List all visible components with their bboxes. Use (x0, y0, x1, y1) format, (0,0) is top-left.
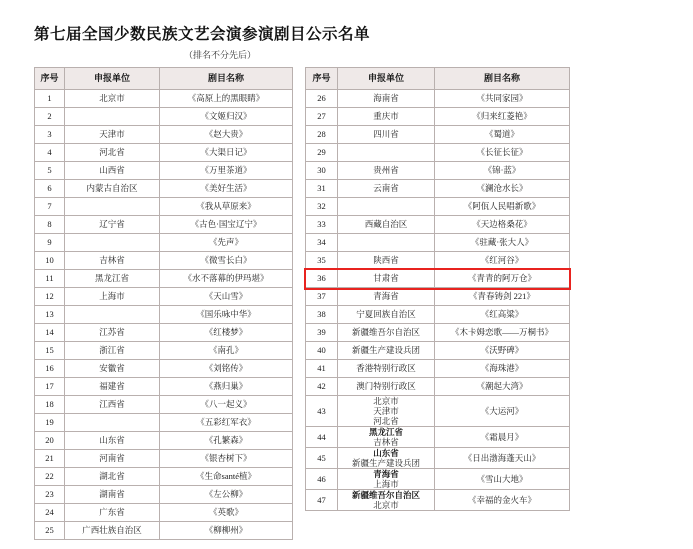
table-header-row (306, 68, 570, 90)
cell-no: 47 (306, 490, 338, 511)
cell-unit: 青海省 (338, 288, 435, 306)
cell-program-name: 《刘铭传》 (160, 360, 293, 378)
cell-no: 35 (306, 252, 338, 270)
cell-no: 41 (306, 360, 338, 378)
table-row (306, 252, 570, 270)
cell-no: 10 (35, 252, 65, 270)
cell-unit: 澳门特别行政区 (338, 378, 435, 396)
cell-no: 3 (35, 126, 65, 144)
table-row (35, 252, 293, 270)
cell-no: 22 (35, 468, 65, 486)
cell-no: 13 (35, 306, 65, 324)
cell-no: 2 (35, 108, 65, 126)
cell-program-name: 《锦·蓝》 (435, 162, 570, 180)
cell-no: 8 (35, 216, 65, 234)
cell-program-name: 《青春铸剑 221》 (435, 288, 570, 306)
cell-unit (65, 414, 160, 432)
cell-no: 1 (35, 90, 65, 108)
cell-unit: 新疆生产建设兵团 (338, 342, 435, 360)
cell-no: 33 (306, 216, 338, 234)
cell-unit: 重庆市 (338, 108, 435, 126)
header-name: 剧目名称 (435, 68, 570, 90)
table-row (35, 468, 293, 486)
table-row (306, 234, 570, 252)
cell-unit: 四川省 (338, 126, 435, 144)
cell-program-name: 《潮起大湾》 (435, 378, 570, 396)
table-row (306, 270, 570, 288)
cell-program-name: 《阿佤人民唱新歌》 (435, 198, 570, 216)
cell-program-name: 《银杏树下》 (160, 450, 293, 468)
table-row (306, 448, 570, 469)
cell-program-name: 《沃野碑》 (435, 342, 570, 360)
cell-no: 39 (306, 324, 338, 342)
cell-program-name: 《美好生活》 (160, 180, 293, 198)
cell-unit: 黑龙江省 吉林省 (338, 427, 435, 448)
cell-program-name: 《归来红菱艳》 (435, 108, 570, 126)
cell-program-name: 《天边格桑花》 (435, 216, 570, 234)
cell-no: 26 (306, 90, 338, 108)
cell-unit: 天津市 (65, 126, 160, 144)
table-row (35, 342, 293, 360)
cell-unit: 安徽省 (65, 360, 160, 378)
cell-no: 23 (35, 486, 65, 504)
table-row (306, 427, 570, 448)
cell-no: 32 (306, 198, 338, 216)
cell-program-name: 《柳柳州》 (160, 522, 293, 540)
cell-unit: 江西省 (65, 396, 160, 414)
table-header-row (35, 68, 293, 90)
cell-unit (65, 198, 160, 216)
table-row (35, 90, 293, 108)
cell-unit (338, 234, 435, 252)
cell-program-name: 《南孔》 (160, 342, 293, 360)
table-row (306, 469, 570, 490)
cell-no: 45 (306, 448, 338, 469)
cell-no: 40 (306, 342, 338, 360)
cell-no: 21 (35, 450, 65, 468)
table-row (35, 306, 293, 324)
table-row (35, 324, 293, 342)
cell-no: 18 (35, 396, 65, 414)
cell-unit: 辽宁省 (65, 216, 160, 234)
table-row (35, 360, 293, 378)
cell-no: 29 (306, 144, 338, 162)
table-row (306, 162, 570, 180)
table-row (35, 504, 293, 522)
cell-unit (338, 144, 435, 162)
cell-no: 42 (306, 378, 338, 396)
cell-no: 43 (306, 396, 338, 427)
cell-program-name: 《红高粱》 (435, 306, 570, 324)
table-row (306, 126, 570, 144)
cell-program-name: 《青青的阿万仓》 (435, 270, 570, 288)
cell-no: 16 (35, 360, 65, 378)
table-row (35, 198, 293, 216)
table-row (35, 144, 293, 162)
table-row (35, 396, 293, 414)
header-unit: 申报单位 (65, 68, 160, 90)
cell-unit: 北京市 天津市 河北省 (338, 396, 435, 427)
cell-program-name: 《微雪长白》 (160, 252, 293, 270)
cell-no: 46 (306, 469, 338, 490)
cell-program-name: 《红楼梦》 (160, 324, 293, 342)
cell-program-name: 《大运河》 (435, 396, 570, 427)
table-body-right (306, 90, 570, 511)
table-row (35, 486, 293, 504)
cell-unit: 山东省 (65, 432, 160, 450)
table-row (35, 288, 293, 306)
table-row (306, 288, 570, 306)
cell-unit: 山西省 (65, 162, 160, 180)
cell-no: 44 (306, 427, 338, 448)
cell-program-name: 《赵大贵》 (160, 126, 293, 144)
table-row (35, 180, 293, 198)
table-row (35, 522, 293, 540)
table-row (306, 342, 570, 360)
cell-no: 27 (306, 108, 338, 126)
cell-unit: 云南省 (338, 180, 435, 198)
tables-container (34, 67, 667, 540)
cell-no: 4 (35, 144, 65, 162)
cell-no: 5 (35, 162, 65, 180)
cell-program-name: 《我从草原来》 (160, 198, 293, 216)
cell-program-name: 《幸福的金火车》 (435, 490, 570, 511)
cell-no: 9 (35, 234, 65, 252)
header-no: 序号 (306, 68, 338, 90)
cell-unit (338, 198, 435, 216)
cell-no: 31 (306, 180, 338, 198)
cell-unit: 福建省 (65, 378, 160, 396)
header-unit: 申报单位 (338, 68, 435, 90)
cell-unit: 吉林省 (65, 252, 160, 270)
table-row (35, 414, 293, 432)
cell-program-name: 《国乐咏中华》 (160, 306, 293, 324)
cell-no: 30 (306, 162, 338, 180)
table-row (35, 108, 293, 126)
cell-unit: 新疆维吾尔自治区 北京市 (338, 490, 435, 511)
cell-unit: 湖南省 (65, 486, 160, 504)
cell-unit: 河北省 (65, 144, 160, 162)
table-body-left (35, 90, 293, 540)
cell-program-name: 《红河谷》 (435, 252, 570, 270)
table-row (306, 360, 570, 378)
cell-program-name: 《水不落幕的伊玛堪》 (160, 270, 293, 288)
table-row (35, 234, 293, 252)
cell-no: 28 (306, 126, 338, 144)
cell-program-name: 《天山雪》 (160, 288, 293, 306)
cell-unit: 新疆维吾尔自治区 (338, 324, 435, 342)
cell-program-name: 《燕归巢》 (160, 378, 293, 396)
cell-program-name: 《左公柳》 (160, 486, 293, 504)
cell-program-name: 《长征长征》 (435, 144, 570, 162)
cell-no: 15 (35, 342, 65, 360)
cell-unit: 香港特别行政区 (338, 360, 435, 378)
cell-unit: 北京市 (65, 90, 160, 108)
table-row (306, 108, 570, 126)
cell-unit: 海南省 (338, 90, 435, 108)
cell-unit: 广西壮族自治区 (65, 522, 160, 540)
cell-unit: 江苏省 (65, 324, 160, 342)
cell-program-name: 《万里茶道》 (160, 162, 293, 180)
page-subtitle: （排名不分先后） (184, 50, 257, 60)
cell-program-name: 《驻藏·张大人》 (435, 234, 570, 252)
table-row (35, 270, 293, 288)
cell-unit: 内蒙古自治区 (65, 180, 160, 198)
cell-unit: 湖北省 (65, 468, 160, 486)
table-row (35, 450, 293, 468)
table-row (35, 126, 293, 144)
cell-unit (65, 306, 160, 324)
cell-program-name: 《高原上的黑眼睛》 (160, 90, 293, 108)
table-row (306, 198, 570, 216)
cell-unit (65, 108, 160, 126)
cell-unit: 甘肃省 (338, 270, 435, 288)
cell-unit: 河南省 (65, 450, 160, 468)
cell-program-name: 《五彩红军衣》 (160, 414, 293, 432)
table-row (306, 378, 570, 396)
cell-no: 38 (306, 306, 338, 324)
page-title: 第七届全国少数民族文艺会演参演剧目公示名单 (34, 26, 371, 43)
cell-program-name: 《共同家园》 (435, 90, 570, 108)
cell-unit: 贵州省 (338, 162, 435, 180)
cell-no: 24 (35, 504, 65, 522)
table-row (35, 432, 293, 450)
cell-program-name: 《八一起义》 (160, 396, 293, 414)
table-row (306, 180, 570, 198)
cell-no: 6 (35, 180, 65, 198)
cell-program-name: 《日出渤海蓬天山》 (435, 448, 570, 469)
table-row (306, 324, 570, 342)
cell-program-name: 《古色·国宝辽宁》 (160, 216, 293, 234)
cell-no: 36 (306, 270, 338, 288)
listing-table-right (305, 67, 570, 511)
cell-program-name: 《澜沧水长》 (435, 180, 570, 198)
header-name: 剧目名称 (160, 68, 293, 90)
table-row (306, 90, 570, 108)
cell-program-name: 《大渠日记》 (160, 144, 293, 162)
table-row (306, 144, 570, 162)
cell-program-name: 《生命santé植》 (160, 468, 293, 486)
cell-no: 34 (306, 234, 338, 252)
table-row (306, 396, 570, 427)
cell-program-name: 《英歌》 (160, 504, 293, 522)
cell-no: 19 (35, 414, 65, 432)
cell-no: 11 (35, 270, 65, 288)
header-no: 序号 (35, 68, 65, 90)
cell-unit: 广东省 (65, 504, 160, 522)
cell-program-name: 《雪山大地》 (435, 469, 570, 490)
cell-unit: 上海市 (65, 288, 160, 306)
cell-no: 12 (35, 288, 65, 306)
table-row (306, 306, 570, 324)
cell-program-name: 《海珠港》 (435, 360, 570, 378)
table-row (306, 216, 570, 234)
cell-no: 37 (306, 288, 338, 306)
table-row (35, 216, 293, 234)
cell-program-name: 《文姬归汉》 (160, 108, 293, 126)
cell-unit: 青海省 上海市 (338, 469, 435, 490)
cell-unit: 陕西省 (338, 252, 435, 270)
cell-program-name: 《蜀道》 (435, 126, 570, 144)
cell-unit (65, 234, 160, 252)
cell-program-name: 《霜晨月》 (435, 427, 570, 448)
cell-no: 20 (35, 432, 65, 450)
cell-unit: 黑龙江省 (65, 270, 160, 288)
cell-program-name: 《木卡姆恋歌——万桐书》 (435, 324, 570, 342)
table-row (35, 162, 293, 180)
table-row (306, 490, 570, 511)
cell-unit: 浙江省 (65, 342, 160, 360)
cell-no: 17 (35, 378, 65, 396)
cell-program-name: 《先声》 (160, 234, 293, 252)
cell-unit: 山东省 新疆生产建设兵团 (338, 448, 435, 469)
cell-unit: 西藏自治区 (338, 216, 435, 234)
cell-no: 14 (35, 324, 65, 342)
listing-table-left (34, 67, 293, 540)
table-row (35, 378, 293, 396)
cell-unit: 宁夏回族自治区 (338, 306, 435, 324)
cell-no: 25 (35, 522, 65, 540)
cell-no: 7 (35, 198, 65, 216)
cell-program-name: 《孔繁森》 (160, 432, 293, 450)
